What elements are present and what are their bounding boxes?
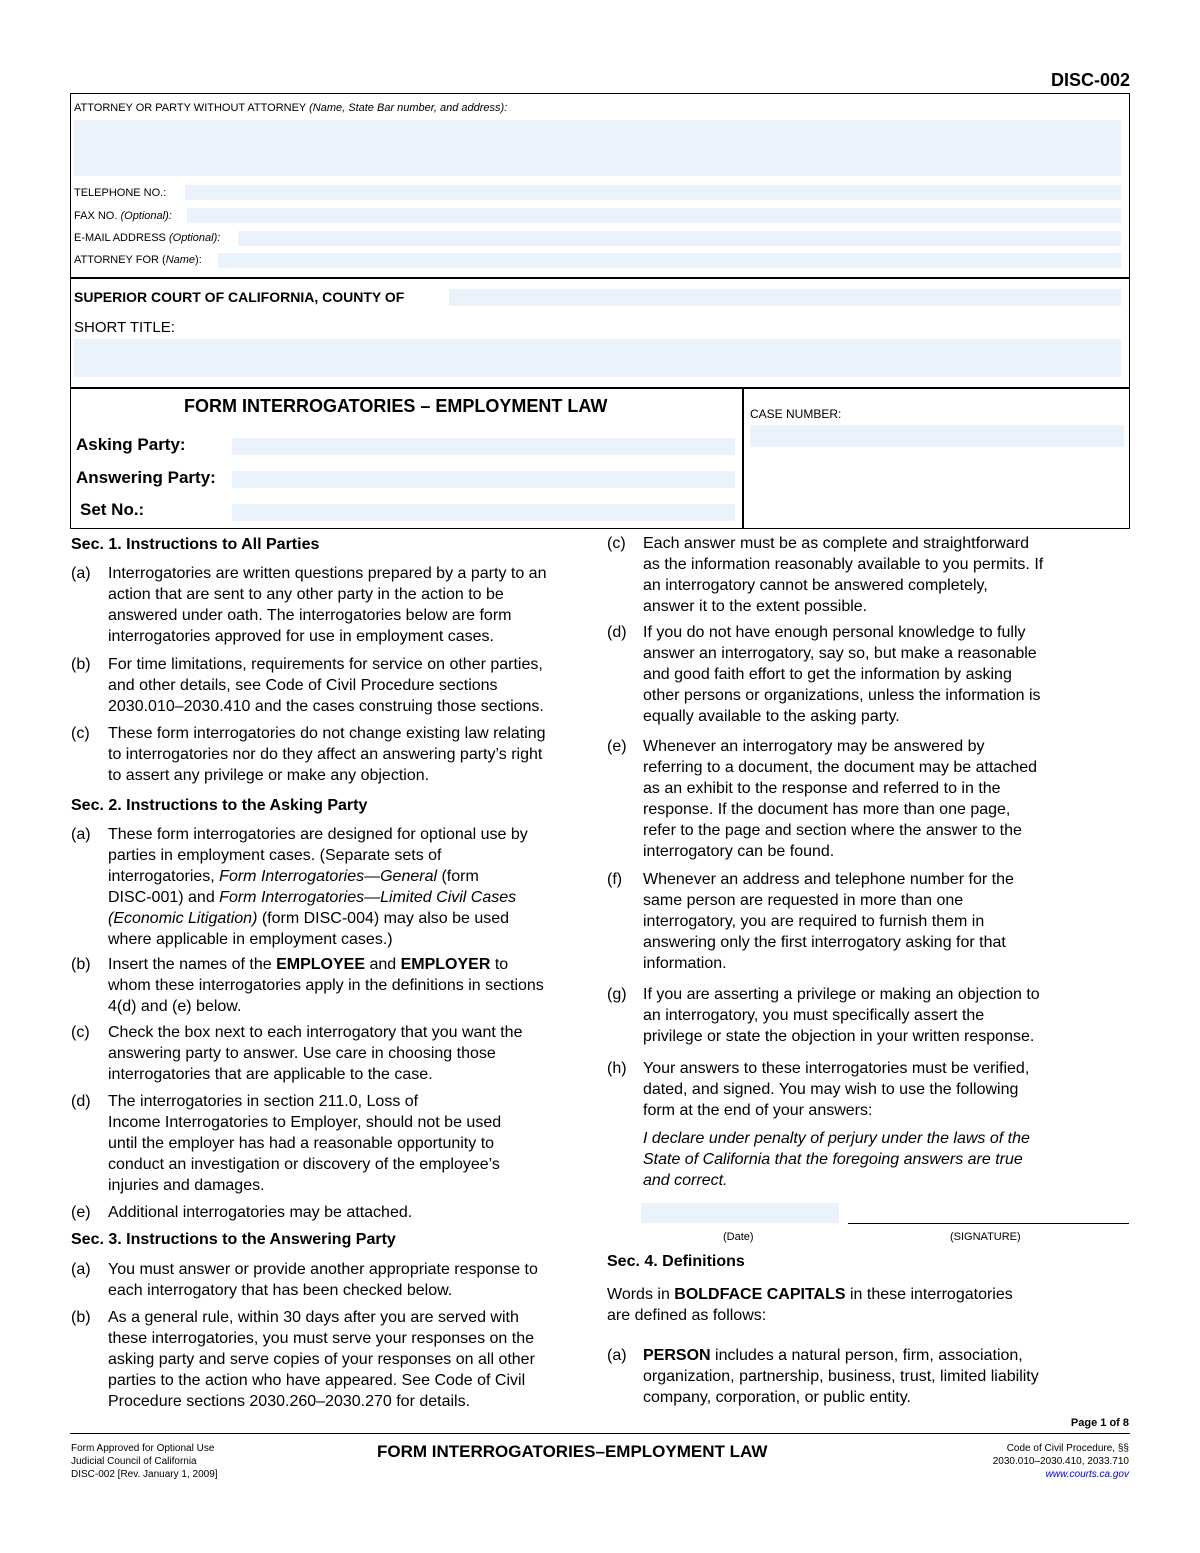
form-id: DISC-002 [1050, 70, 1130, 90]
divider-case-number [742, 387, 744, 528]
text-line: PERSON includes a natural person, firm, association, [643, 1347, 1023, 1364]
text-line: You must answer or provide another appropriate response to [108, 1261, 538, 1278]
text-line: interrogatory, you are required to furnish them in [643, 913, 985, 930]
text-line: referring to a document, the document may be attached [643, 759, 1038, 776]
item-label: (a) [71, 1261, 91, 1278]
answering-party-label: Answering Party: [76, 468, 216, 487]
text-line: For time limitations, requirements for service on other parties, [108, 656, 543, 673]
item-label: (b) [71, 656, 91, 673]
email-label-row [74, 232, 220, 244]
text-line: action that are sent to any other party in the action to be [108, 586, 504, 603]
text-line: organization, partnership, business, trust, limited liability [643, 1368, 1039, 1385]
telephone-field[interactable] [185, 185, 1121, 200]
text-line: 2030.010–2030.410, 2033.710 [992, 1456, 1129, 1467]
text-line: Check the box next to each interrogatory that you want the [108, 1024, 523, 1041]
item-label: (h) [607, 1060, 627, 1077]
fax-field[interactable] [187, 208, 1121, 223]
text-line: an interrogatory, you must specifically assert the [643, 1007, 985, 1024]
courts-link[interactable]: www.courts.ca.gov [1045, 1469, 1129, 1480]
page-number: Page 1 of 8 [1070, 1417, 1129, 1429]
text-line: form at the end of your answers: [643, 1102, 873, 1119]
fax-label: FAX NO. [74, 210, 118, 222]
email-field[interactable] [238, 231, 1121, 246]
sec3-title: Sec. 3. Instructions to the Answering Party [71, 1231, 396, 1248]
text-line: I declare under penalty of perjury under the laws of the [643, 1130, 1030, 1147]
signature-label: (SIGNATURE) [950, 1231, 1021, 1243]
declaration-text [643, 1128, 1123, 1191]
text-line: DISC-002 [Rev. January 1, 2009] [71, 1469, 218, 1480]
short-title-field[interactable] [74, 339, 1121, 377]
date-label: (Date) [723, 1231, 754, 1243]
text-line: parties to the action who have appeared. See Code of Civil [108, 1372, 526, 1389]
text-line: Form Approved for Optional Use [71, 1443, 215, 1454]
date-field[interactable] [641, 1203, 839, 1223]
item-label: (f) [607, 871, 623, 888]
footer-approved [71, 1442, 218, 1481]
text-line: privilege or state the objection in your written response. [643, 1028, 1035, 1045]
attorney-label: ATTORNEY OR PARTY WITHOUT ATTORNEY [74, 102, 307, 114]
attorney-for-label: ATTORNEY FOR ( [74, 254, 166, 266]
email-hint: (Optional): [168, 232, 221, 244]
text-line: refer to the page and section where the answer to the [643, 822, 1022, 839]
text-line: These form interrogatories are designed for optional use by [108, 826, 528, 843]
asking-party-label: Asking Party: [76, 435, 186, 454]
text-line: are defined as follows: [607, 1307, 767, 1324]
fax-label-row [74, 210, 172, 222]
text-line: Words in BOLDFACE CAPITALS in these interrogatories [607, 1286, 1013, 1303]
text-line: response. If the document has more than one page, [643, 801, 1011, 818]
item-label: (e) [71, 1204, 91, 1221]
attorney-for-field[interactable] [218, 253, 1121, 268]
answering-party-field[interactable] [232, 471, 735, 488]
text-line: Interrogatories are written questions prepared by a party to an [108, 565, 547, 582]
text-line: These form interrogatories do not change existing law relating [108, 725, 546, 742]
text-line: asking party and serve copies of your responses on all other [108, 1351, 535, 1368]
text-line: injuries and damages. [108, 1177, 265, 1194]
text-line: If you do not have enough personal knowledge to fully [643, 624, 1026, 641]
text-line: Judicial Council of California [71, 1456, 197, 1467]
item-label: (d) [71, 1093, 91, 1110]
text-line: to assert any privilege or make any objection. [108, 767, 430, 784]
text-line: each interrogatory that has been checked below. [108, 1282, 453, 1299]
sec4-intro [607, 1284, 1127, 1326]
attorney-for-close: ): [195, 254, 202, 266]
set-no-label: Set No.: [80, 500, 145, 519]
item-label: (c) [71, 1024, 90, 1041]
item-label: (d) [607, 624, 627, 641]
text-line: parties in employment cases. (Separate sets of [108, 847, 442, 864]
text-line: whom these interrogatories apply in the definitions in sections [108, 977, 544, 994]
text-line: Insert the names of the EMPLOYEE and EMPLOYER to [108, 956, 509, 973]
text-line: answered under oath. The interrogatories below are form [108, 607, 512, 624]
form-title: FORM INTERROGATORIES – EMPLOYMENT LAW [184, 396, 608, 416]
text-line: an interrogatory cannot be answered completely, [643, 577, 988, 594]
item-label: (b) [71, 956, 91, 973]
attorney-for-hint: Name [165, 254, 196, 266]
signature-line [848, 1223, 1129, 1224]
case-number-label: CASE NUMBER: [750, 407, 842, 421]
text-line: equally available to the asking party. [643, 708, 900, 725]
text-line: State of California that the foregoing answers are true [643, 1151, 1023, 1168]
text-line: as an exhibit to the response and referred to in the [643, 780, 1001, 797]
text-line: Procedure sections 2030.260–2030.270 for details. [108, 1393, 471, 1410]
text-line: these interrogatories, you must serve your responses on the [108, 1330, 534, 1347]
text-line: 4(d) and (e) below. [108, 998, 242, 1015]
text-line: answer it to the extent possible. [643, 598, 868, 615]
text-line: and other details, see Code of Civil Procedure sections [108, 677, 498, 694]
text-line: conduct an investigation or discovery of the employee’s [108, 1156, 500, 1173]
telephone-label: TELEPHONE NO.: [74, 187, 167, 199]
sec2-title: Sec. 2. Instructions to the Asking Party [71, 797, 368, 814]
sec1-title: Sec. 1. Instructions to All Parties [71, 536, 320, 553]
asking-party-field[interactable] [232, 438, 735, 455]
item-label: (e) [607, 738, 627, 755]
text-line: answer an interrogatory, say so, but make a reasonable [643, 645, 1037, 662]
text-line: As a general rule, within 30 days after you are served with [108, 1309, 519, 1326]
text-line: (Economic Litigation) (form DISC-004) may also be used [108, 910, 510, 927]
item-label: (a) [607, 1347, 627, 1364]
text-line: and good faith effort to get the information by asking [643, 666, 1012, 683]
email-label: E-MAIL ADDRESS [74, 232, 166, 244]
text-line: where applicable in employment cases.) [108, 931, 393, 948]
text-line: Each answer must be as complete and straightforward [643, 535, 1029, 552]
text-line: same person are requested in more than one [643, 892, 964, 909]
text-line: other persons or organizations, unless the information is [643, 687, 1041, 704]
text-line: answering only the first interrogatory asking for that [643, 934, 1006, 951]
set-no-field[interactable] [232, 504, 735, 521]
item-label: (c) [607, 535, 626, 552]
text-line: information. [643, 955, 727, 972]
attorney-name-address-field[interactable] [74, 120, 1121, 176]
text-line: as the information reasonably available to you permits. If [643, 556, 1044, 573]
county-field[interactable] [449, 289, 1121, 306]
text-line: until the employer has had a reasonable opportunity to [108, 1135, 495, 1152]
footer-code [993, 1442, 1129, 1481]
sec4-title: Sec. 4. Definitions [607, 1253, 745, 1270]
item-label: (b) [71, 1309, 91, 1326]
text-line: Additional interrogatories may be attached. [108, 1204, 413, 1221]
footer-title: FORM INTERROGATORIES–EMPLOYMENT LAW [377, 1442, 768, 1461]
text-line: DISC-001) and Form Interrogatories—Limited Civil Cases [108, 889, 517, 906]
attorney-hint: (Name, State Bar number, and address): [309, 102, 508, 114]
attorney-label-row [74, 102, 507, 114]
text-line: interrogatories, Form Interrogatories—General (form [108, 868, 479, 885]
text-line: If you are asserting a privilege or making an objection to [643, 986, 1040, 1003]
text-line: interrogatories that are applicable to the case. [108, 1066, 433, 1083]
attorney-for-label-row [74, 254, 202, 266]
text-line: Whenever an interrogatory may be answered by [643, 738, 985, 755]
divider-attorney [70, 277, 1130, 279]
text-line: Your answers to these interrogatories must be verified, [643, 1060, 1030, 1077]
text-line: dated, and signed. You may wish to use the following [643, 1081, 1019, 1098]
item-label: (g) [607, 986, 627, 1003]
text-line: and correct. [643, 1172, 728, 1189]
text-line: Code of Civil Procedure, §§ [1006, 1443, 1129, 1454]
short-title-label: SHORT TITLE: [74, 319, 175, 336]
footer-rule [70, 1433, 1130, 1434]
text-line: to interrogatories nor do they affect an answering party’s right [108, 746, 543, 763]
item-label: (c) [71, 725, 90, 742]
text-line: company, corporation, or public entity. [643, 1389, 911, 1406]
fax-hint: (Optional): [120, 210, 172, 222]
court-label: SUPERIOR COURT OF CALIFORNIA, COUNTY OF [74, 289, 405, 305]
text-line: answering party to answer. Use care in choosing those [108, 1045, 496, 1062]
item-label: (a) [71, 565, 91, 582]
text-line: The interrogatories in section 211.0, Loss of [108, 1093, 419, 1110]
item-label: (a) [71, 826, 91, 843]
text-line: 2030.010–2030.410 and the cases construing those sections. [108, 698, 544, 715]
divider-court [70, 387, 1130, 389]
text-line: Income Interrogatories to Employer, should not be used [108, 1114, 502, 1131]
text-line: interrogatories approved for use in employment cases. [108, 628, 494, 645]
text-line: Whenever an address and telephone number for the [643, 871, 1014, 888]
text-line: interrogatory can be found. [643, 843, 835, 860]
case-number-field[interactable] [750, 425, 1124, 447]
